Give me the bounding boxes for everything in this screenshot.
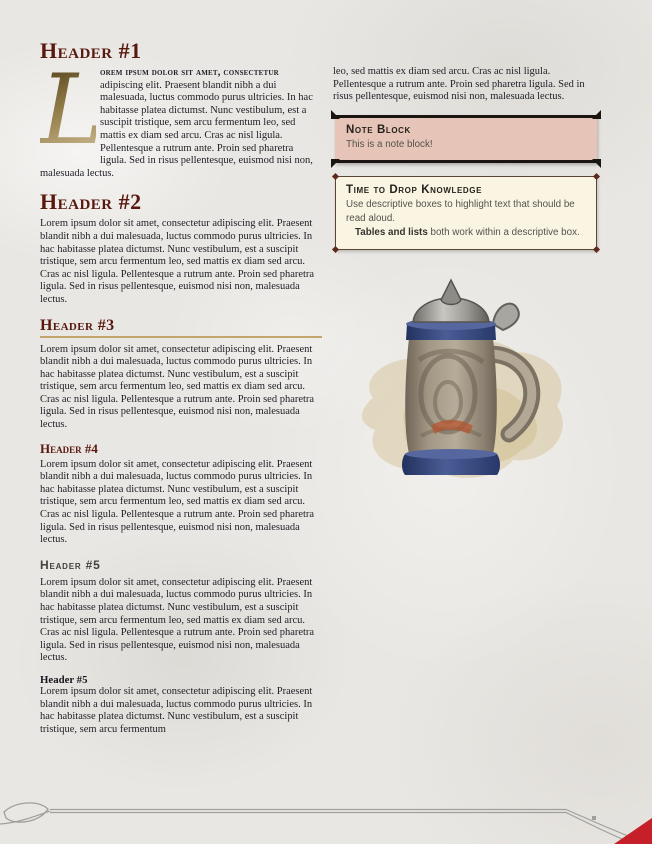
intro-paragraph [40, 54, 322, 180]
body-paragraph-2: Lorem ipsum dolor sit amet, consectetur adipiscing elit. Praesent blandit nibh a dui malesuada, luctus commodo purus ultricies. In hac habitasse platea dictumst. Nunc vestibulum, est a suscipit tristique, sem arcu fermentum leo, sed mattis ex diam sed arcu. Cras ac nisl ligula. Pellentesque a rutrum ante. Proin sed pharetra ligula. Sed in risus pellentesque, euismod nisi non, malesuada lectus. [40, 218, 315, 305]
note-block [335, 115, 597, 163]
intro-rest: adipiscing elit. Praesent blandit nibh a dui malesuada, luctus commodo purus ultricies. In hac habitasse platea dictumst. Nunc vestibulum, est a suscipit tristique, sem arcu fermentum leo, sed mattis ex diam sed arcu. Cras ac nisl ligula. Pellentesque a rutrum ante. Proin sed pharetra ligula. Sed in risus pellentesque, euismod nisi non, malesuada lectus. [40, 79, 313, 179]
beer-stein-illustration [345, 276, 585, 491]
header-3: Header #3 [40, 316, 322, 338]
header-2: Header #2 [40, 189, 142, 215]
header-5: Header #5 [40, 557, 101, 572]
page-corner-triangle [614, 818, 652, 844]
banner-flare-top-left [331, 110, 340, 119]
corner-dot-bottom-left [332, 246, 339, 253]
note-block-text: This is a note block! [346, 138, 433, 150]
note-block-title: Note Block [346, 123, 411, 136]
right-column [333, 66, 599, 491]
body-paragraph-6-truncated: Lorem ipsum dolor sit amet, consectetur adipiscing elit. Praesent blandit nibh a dui malesuada, luctus commodo purus ultricies. In hac habitasse platea dictumst. Nunc vestibulum, est a suscipit tristique, sem arcu fermentum [40, 685, 313, 735]
footer-flourish [0, 796, 652, 844]
header-5-bold: Header #5 [40, 673, 88, 686]
descriptive-box-bold-rest: both work within a descriptive box. [427, 226, 580, 238]
banner-flare-bottom-right [592, 159, 601, 168]
beer-stein-svg [345, 276, 585, 486]
header-1: Header #1 [40, 38, 142, 63]
corner-dot-bottom-right [593, 246, 600, 253]
corner-dot-top-right [593, 173, 600, 180]
header-4: Header #4 [40, 440, 98, 456]
descriptive-box-bold-lead: Tables and lists [355, 226, 428, 238]
drop-cap-letter: L [40, 54, 104, 166]
intro-first-line: orem ipsum dolor sit amet, consectetur [100, 67, 279, 78]
banner-flare-top-right [592, 110, 601, 119]
corner-dot-top-left [332, 173, 339, 180]
body-paragraph-5: Lorem ipsum dolor sit amet, consectetur adipiscing elit. Praesent blandit nibh a dui malesuada, luctus commodo purus ultricies. In hac habitasse platea dictumst. Nunc vestibulum, est a suscipit tristique, sem arcu fermentum leo, sed mattis ex diam sed arcu. Cras ac nisl ligula. Pellentesque a rutrum ante. Proin sed pharetra ligula. Sed in risus pellentesque, euismod nisi non, malesuada lectus. [40, 576, 315, 664]
banner-flare-bottom-left [331, 159, 340, 168]
continuation-paragraph: leo, sed mattis ex diam sed arcu. Cras ac nisl ligula. Pellentesque a rutrum ante. Proin sed pharetra ligula. Sed in risus pellentesque, euismod nisi non, malesuada lectus. [333, 66, 585, 103]
descriptive-box-paragraph: Use descriptive boxes to highlight text that should be read aloud. [346, 198, 575, 224]
body-paragraph-3: Lorem ipsum dolor sit amet, consectetur adipiscing elit. Praesent blandit nibh a dui malesuada, luctus commodo purus ultricies. In hac habitasse platea dictumst. Nunc vestibulum, est a suscipit tristique, sem arcu fermentum leo, sed mattis ex diam sed arcu. Cras ac nisl ligula. Pellentesque a rutrum ante. Proin sed pharetra ligula. Sed in risus pellentesque, euismod nisi non, malesuada lectus. [40, 343, 315, 431]
descriptive-box-line-2 [346, 226, 586, 240]
left-column [40, 38, 322, 800]
body-paragraph-4: Lorem ipsum dolor sit amet, consectetur adipiscing elit. Praesent blandit nibh a dui malesuada, luctus commodo purus ultricies. In hac habitasse platea dictumst. Nunc vestibulum, est a suscipit tristique, sem arcu fermentum leo, sed mattis ex diam sed arcu. Cras ac nisl ligula. Pellentesque a rutrum ante. Proin sed pharetra ligula. Sed in risus pellentesque, euismod nisi non, malesuada lectus. [40, 458, 315, 546]
descriptive-box [335, 176, 597, 250]
descriptive-box-title: Time to Drop Knowledge [346, 183, 483, 196]
